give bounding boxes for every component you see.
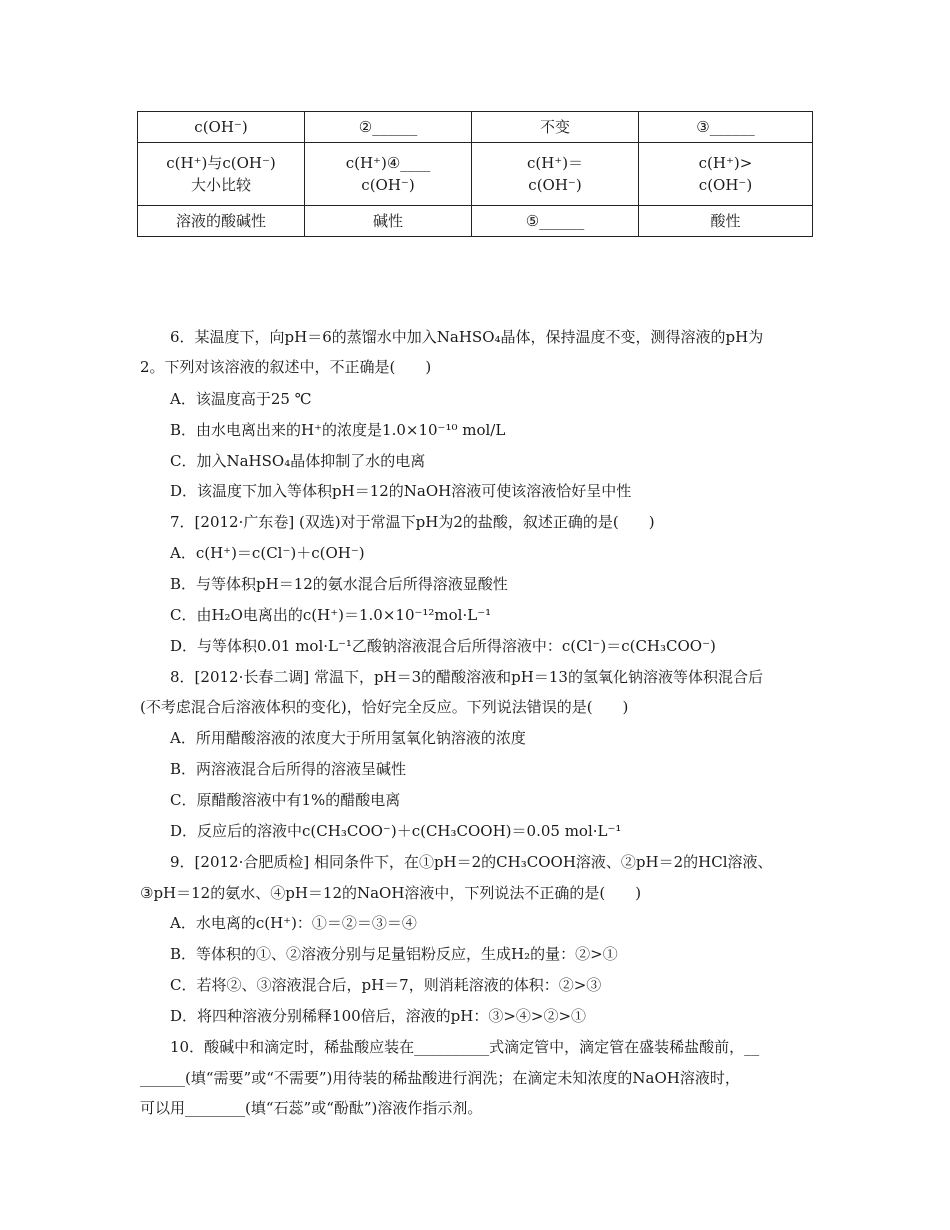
q7-option-a: A．c(H⁺)＝c(Cl⁻)＋c(OH⁻) xyxy=(170,544,365,562)
q8-option-b: B．两溶液混合后所得的溶液呈碱性 xyxy=(170,760,407,778)
q8-stem: 8．[2012·长春二调] 常温下，pH＝3的醋酸溶液和pH＝13的氢氧化钠溶液等体积混合后 xyxy=(170,668,763,686)
table-cell: 溶液的酸碱性 xyxy=(138,206,305,237)
q9-option-d: D．将四种溶液分别稀释100倍后，溶液的pH：③>④>②>① xyxy=(170,1007,587,1025)
q8-stem-cont: (不考虑混合后溶液体积的变化)，恰好完全反应。下列说法错误的是( ) xyxy=(140,698,629,716)
table-row xyxy=(138,112,813,143)
q10-stem-cont: ______(填“需要”或“不需要”)用待装的稀盐酸进行润洗；在滴定未知浓度的NaOH溶液时， xyxy=(140,1069,740,1087)
table-cell xyxy=(639,143,813,206)
q6-option-c: C．加入NaHSO₄晶体抑制了水的电离 xyxy=(170,452,426,470)
cell-line: c(OH⁻) xyxy=(361,176,415,194)
cell-line: c(H⁺)④____ xyxy=(345,154,431,172)
q8-option-c: C．原醋酸溶液中有1%的醋酸电离 xyxy=(170,791,401,809)
q9-option-c: C．若将②、③溶液混合后，pH＝7，则消耗溶液的体积：②>③ xyxy=(170,976,602,994)
q6-option-a: A．该温度高于25 ℃ xyxy=(170,390,312,408)
q8-option-a: A．所用醋酸溶液的浓度大于所用氢氧化钠溶液的浓度 xyxy=(170,729,526,747)
table-cell xyxy=(472,143,639,206)
cell-line: c(H⁺)与c(OH⁻) xyxy=(166,154,276,172)
table-cell: c(OH⁻) xyxy=(138,112,305,143)
table-cell xyxy=(305,143,472,206)
cell-line: c(OH⁻) xyxy=(528,176,582,194)
cell-line: c(H⁺)＝ xyxy=(526,154,584,172)
q9-stem-cont: ③pH＝12的氨水、④pH＝12的NaOH溶液中，下列说法不正确的是( ) xyxy=(140,884,642,902)
q6-option-d: D．该温度下加入等体积pH＝12的NaOH溶液可使该溶液恰好呈中性 xyxy=(170,482,632,500)
cell-line: c(OH⁻) xyxy=(698,176,753,194)
q6-stem: 6．某温度下，向pH＝6的蒸馏水中加入NaHSO₄晶体，保持温度不变，测得溶液的pH为 xyxy=(170,328,764,346)
q9-stem: 9．[2012·合肥质检] 相同条件下，在①pH＝2的CH₃COOH溶液、②pH＝2的HCl溶液、 xyxy=(170,853,773,871)
q9-option-a: A．水电离的c(H⁺)：①＝②＝③＝④ xyxy=(170,914,417,932)
q10-stem: 10．酸碱中和滴定时，稀盐酸应装在__________式滴定管中，滴定管在盛装稀盐酸前，__ xyxy=(170,1038,760,1056)
table-row xyxy=(138,143,813,206)
q7-stem: 7．[2012·广东卷] (双选)对于常温下pH为2的盐酸，叙述正确的是( ) xyxy=(170,513,655,531)
cell-line: 大小比较 xyxy=(190,176,251,194)
table-cell xyxy=(138,143,305,206)
q7-option-c: C．由H₂O电离出的c(H⁺)＝1.0×10⁻¹²mol·L⁻¹ xyxy=(170,606,492,624)
table-cell: ②______ xyxy=(305,112,472,143)
table-cell: 不变 xyxy=(472,112,639,143)
q7-option-b: B．与等体积pH＝12的氨水混合后所得溶液显酸性 xyxy=(170,575,508,593)
table-cell: ③______ xyxy=(639,112,813,143)
table-row xyxy=(138,206,813,237)
q8-option-d: D．反应后的溶液中c(CH₃COO⁻)＋c(CH₃COOH)＝0.05 mol·L⁻¹ xyxy=(170,822,622,840)
comparison-table xyxy=(137,111,813,237)
table-cell: 酸性 xyxy=(639,206,813,237)
q10-stem-cont2: 可以用________(填“石蕊”或“酚酞”)溶液作指示剂。 xyxy=(140,1099,483,1117)
q9-option-b: B．等体积的①、②溶液分别与足量铝粉反应，生成H₂的量：②>① xyxy=(170,945,618,963)
q6-option-b: B．由水电离出来的H⁺的浓度是1.0×10⁻¹⁰ mol/L xyxy=(170,421,506,439)
q6-stem-cont: 2。下列对该溶液的叙述中，不正确是( ) xyxy=(140,358,432,376)
table-cell: ⑤______ xyxy=(472,206,639,237)
q7-option-d: D．与等体积0.01 mol·L⁻¹乙酸钠溶液混合后所得溶液中：c(Cl⁻)＝c(CH₃COO⁻) xyxy=(170,637,716,655)
table-cell: 碱性 xyxy=(305,206,472,237)
cell-line: c(H⁺)> xyxy=(698,154,753,172)
